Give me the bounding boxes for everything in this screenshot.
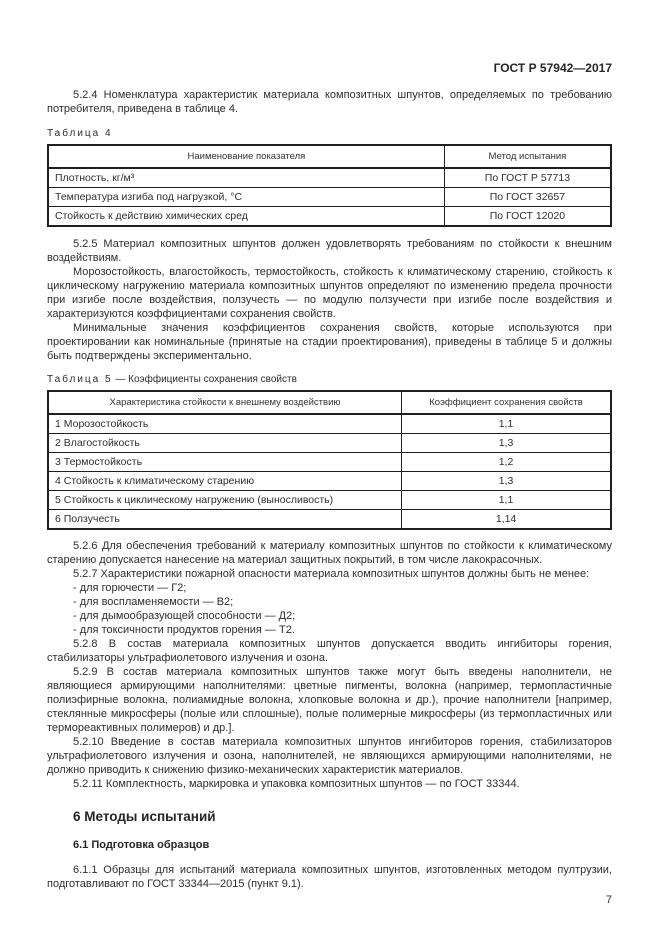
list-item-toxicity-t2: - для токсичности продуктов горения — Т2. xyxy=(73,624,295,636)
table-5-cell-characteristic: 3 Термостойкость xyxy=(48,453,402,472)
table-4-cell-method: По ГОСТ 12020 xyxy=(444,207,611,227)
section-6-1-heading: 6.1 Подготовка образцов xyxy=(73,839,210,851)
table-5-label-title: — Коэффициенты сохранения свойств xyxy=(115,374,297,385)
table-5-header-row xyxy=(48,391,611,414)
table-row xyxy=(48,491,611,510)
paragraph-5-2-7: 5.2.7 Характеристики пожарной опасности материала композитных шпунтов должны быть не менее: xyxy=(73,568,590,580)
table-4-cell-method: По ГОСТ 32657 xyxy=(444,188,611,207)
table-row xyxy=(48,168,611,188)
table-row xyxy=(48,472,611,491)
table-5-label-prefix: Таблица 5 xyxy=(47,374,113,385)
table-row xyxy=(48,453,611,472)
page-number: 7 xyxy=(605,894,612,906)
paragraph-5-2-5a: 5.2.5 Материал композитных шпунтов должен удовлетворять требованиям по стойкости к внешним воздействиям. xyxy=(47,238,612,264)
table-5-cell-characteristic: 5 Стойкость к циклическому нагружению (выносливость) xyxy=(48,491,402,510)
table-5-cell-coefficient: 1,2 xyxy=(402,453,611,472)
table-row xyxy=(48,434,611,453)
table-4 xyxy=(47,144,612,227)
table-5-cell-characteristic: 4 Стойкость к климатическому старению xyxy=(48,472,402,491)
table-5-col1-header: Характеристика стойкости к внешнему воздействию xyxy=(48,391,402,414)
table-4-cell-indicator: Стойкость к действию химических сред xyxy=(48,207,444,227)
list-item-ignitability-v2: - для воспламеняемости — В2; xyxy=(73,596,234,608)
paragraph-5-2-4: 5.2.4 Номенклатура характеристик материала композитных шпунтов, определяемых по требованию потребителя, приведена в таблице 4. xyxy=(47,89,612,115)
table-row xyxy=(48,188,611,207)
table-4-col1-header: Наименование показателя xyxy=(48,145,444,168)
table-5-cell-characteristic: 2 Влагостойкость xyxy=(48,434,402,453)
table-5-cell-characteristic: 6 Ползучесть xyxy=(48,510,402,530)
table-5-cell-coefficient: 1,3 xyxy=(402,434,611,453)
section-6-heading: 6 Методы испытаний xyxy=(73,809,216,824)
paragraph-5-2-5c: Минимальные значения коэффициентов сохранения свойств, которые используются при проектировании как номинальные (принятые на стадии проектирования), приведены в таблице 5 и должны быть подтверждены экспериментально. xyxy=(47,322,612,362)
table-5-col2-header: Коэффициент сохранения свойств xyxy=(402,391,611,414)
table-row xyxy=(48,510,611,530)
table-4-col2-header: Метод испытания xyxy=(444,145,611,168)
paragraph-5-2-10: 5.2.10 Введение в состав материала композитных шпунтов ингибиторов горения, стабилизаторов ультрафиолетового излучения и озона, наполнителей, не являющихся армирующими наполнителями, не должно приводить к снижению физико-механических характеристик материалов. xyxy=(47,736,612,776)
paragraph-5-2-6: 5.2.6 Для обеспечения требований к материалу композитных шпунтов по стойкости к климатическому старению допускается нанесение на материал защитных покрытий, в том числе лакокрасочных. xyxy=(47,540,612,566)
table-4-label xyxy=(47,127,612,140)
table-5-cell-coefficient: 1,1 xyxy=(402,491,611,510)
table-row xyxy=(48,207,611,227)
table-5-cell-coefficient: 1,1 xyxy=(402,414,611,434)
table-5-label xyxy=(47,373,612,386)
table-5-cell-coefficient: 1,3 xyxy=(402,472,611,491)
list-item-smoke-d2: - для дымообразующей способности — Д2; xyxy=(73,610,296,622)
table-4-cell-indicator: Плотность, кг/м³ xyxy=(48,168,444,188)
table-5-cell-coefficient: 1,14 xyxy=(402,510,611,530)
table-4-label-prefix: Таблица 4 xyxy=(47,128,113,139)
table-4-cell-indicator: Температура изгиба под нагрузкой, °С xyxy=(48,188,444,207)
table-5-cell-characteristic: 1 Морозостойкость xyxy=(48,414,402,434)
table-4-header-row xyxy=(48,145,611,168)
paragraph-5-2-5b: Морозостойкость, влагостойкость, термостойкость, стойкость к климатическому старению, стойкость к циклическому нагружению материала композитных шпунтов определяют по изменению предела прочности при изгибе после воздействия, ползучесть — по модулю ползучести при изгибе после воздействия и характеризуются коэффициентами сохранения свойств. xyxy=(47,266,612,320)
document-number-header: ГОСТ Р 57942—2017 xyxy=(493,61,612,75)
table-5 xyxy=(47,390,612,530)
paragraph-5-2-9: 5.2.9 В состав материала композитных шпунтов также могут быть введены наполнители, не являющиеся армирующими наполнителями: цветные пигменты, волокна (например, термопластичные полиэфирные волокна, полиамидные волокна, хлопковые волокна и др.), прочие наполнители [например, стеклянные микросферы (полые или сплошные), полые полимерные микросферы (из термопластичных или термореактивных полимеров) и др.]. xyxy=(47,666,612,734)
list-item-flammability-g2: - для горючести — Г2; xyxy=(73,582,187,594)
paragraph-6-1-1: 6.1.1 Образцы для испытаний материала композитных шпунтов, изготовленных методом пултрузии, подготавливают по ГОСТ 33344—2015 (пункт 9.1). xyxy=(47,864,612,890)
paragraph-5-2-8: 5.2.8 В состав материала композитных шпунтов допускается вводить ингибиторы горения, стабилизаторы ультрафиолетового излучения и озона. xyxy=(47,638,612,664)
table-4-cell-method: По ГОСТ Р 57713 xyxy=(444,168,611,188)
paragraph-5-2-11: 5.2.11 Комплектность, маркировка и упаковка композитных шпунтов — по ГОСТ 33344. xyxy=(73,778,520,790)
table-row xyxy=(48,414,611,434)
